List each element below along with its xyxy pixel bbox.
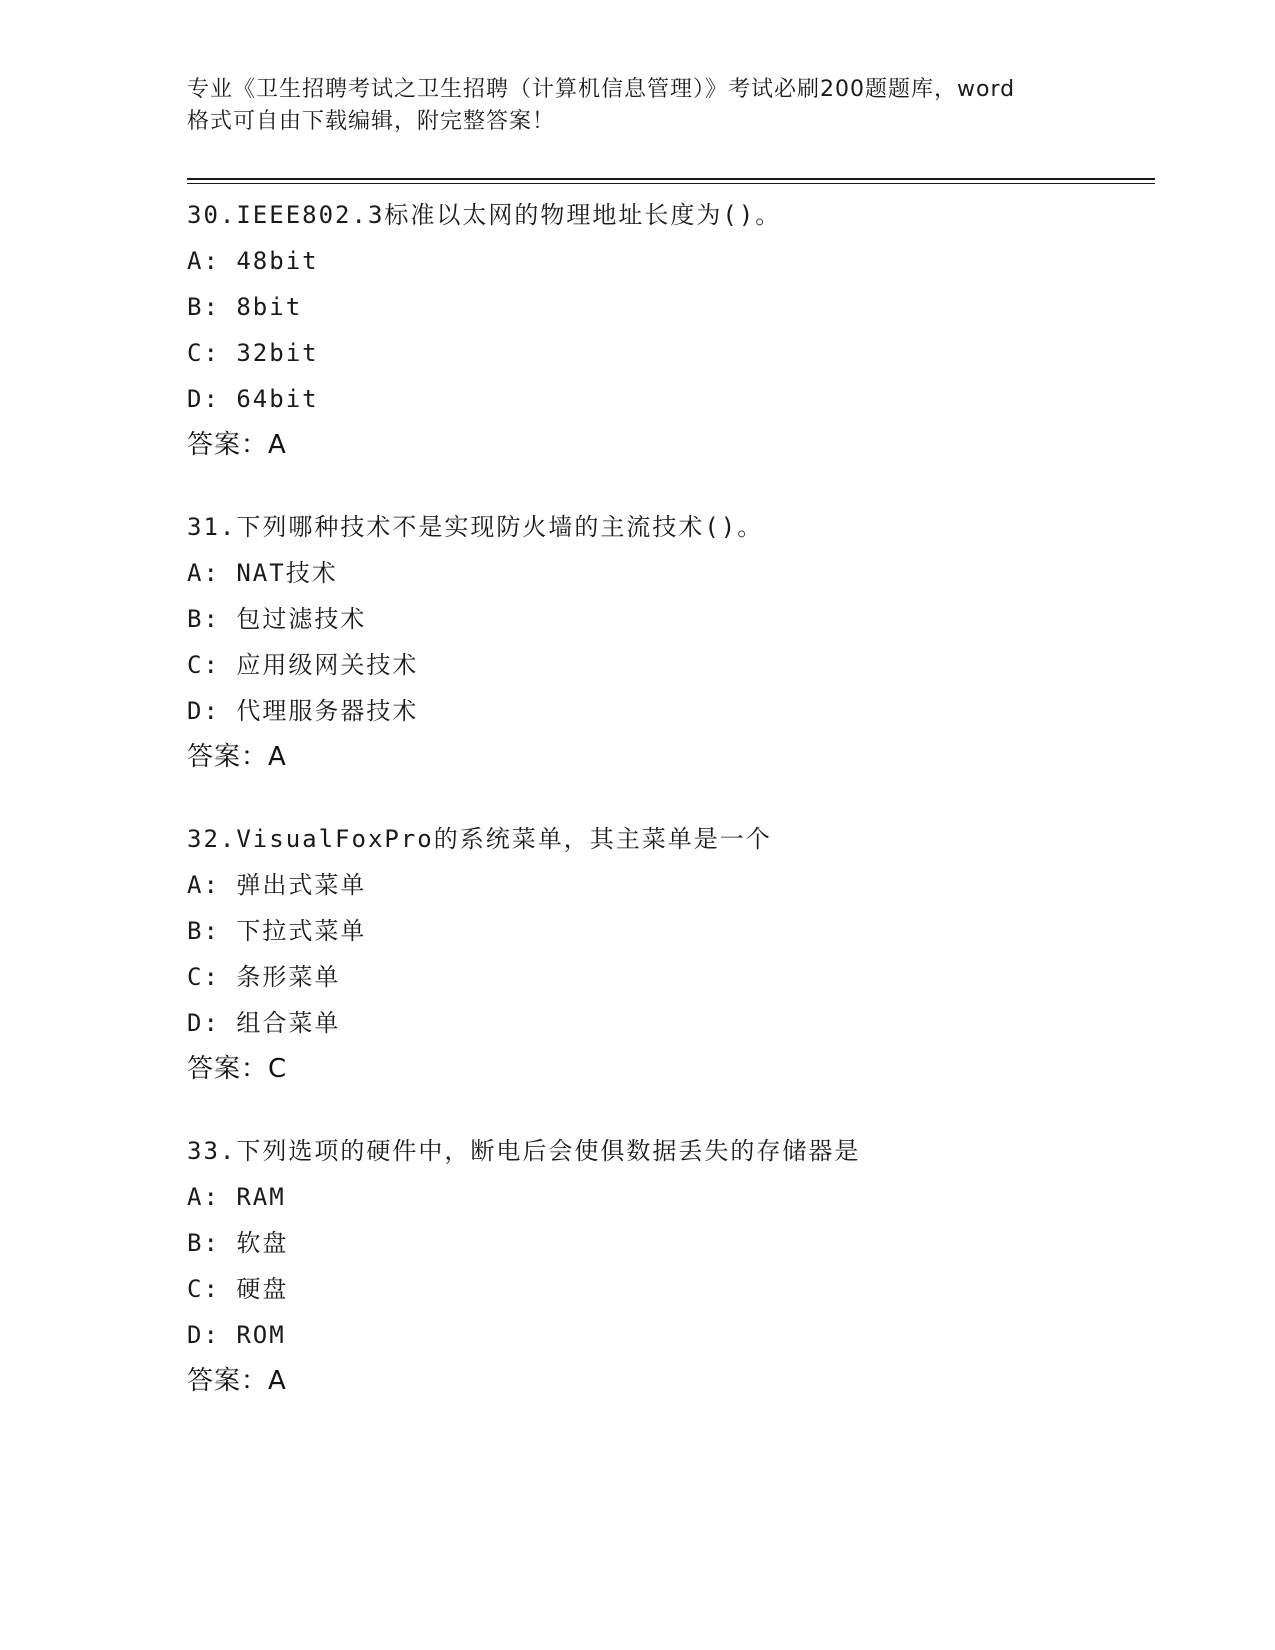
answer-line: 答案：A	[187, 1366, 287, 1396]
header-divider-bottom	[187, 183, 1155, 184]
answer-line: 答案：A	[187, 430, 287, 460]
option-a: A: NAT技术	[187, 559, 338, 587]
header-divider-top	[187, 178, 1155, 180]
option-a: A: 48bit	[187, 247, 319, 275]
option-d: D: 组合菜单	[187, 1009, 341, 1037]
question-stem: 33.下列选项的硬件中，断电后会使俱数据丢失的存储器是	[187, 1137, 861, 1165]
option-c: C: 条形菜单	[187, 963, 341, 991]
answer-line: 答案：C	[187, 1054, 288, 1084]
option-b: B: 下拉式菜单	[187, 917, 367, 945]
question-list	[187, 192, 1155, 1440]
question-stem: 30.IEEE802.3标准以太网的物理地址长度为()。	[187, 201, 782, 229]
question-31	[187, 504, 1155, 780]
option-c: C: 硬盘	[187, 1275, 289, 1303]
option-d: D: 代理服务器技术	[187, 697, 419, 725]
question-stem: 32.VisualFoxPro的系统菜单，其主菜单是一个	[187, 825, 772, 853]
option-d: D: ROM	[187, 1321, 286, 1349]
header-line-1: 专业《卫生招聘考试之卫生招聘（计算机信息管理）》考试必刷200题题库，word	[187, 77, 1016, 102]
option-b: B: 包过滤技术	[187, 605, 367, 633]
question-32	[187, 816, 1155, 1092]
question-33	[187, 1128, 1155, 1404]
document-header	[187, 74, 1087, 138]
question-30	[187, 192, 1155, 468]
question-stem: 31.下列哪种技术不是实现防火墙的主流技术()。	[187, 513, 764, 541]
option-a: A: RAM	[187, 1183, 286, 1211]
answer-line: 答案：A	[187, 742, 287, 772]
option-c: C: 32bit	[187, 339, 319, 367]
option-d: D: 64bit	[187, 385, 319, 413]
option-c: C: 应用级网关技术	[187, 651, 419, 679]
option-a: A: 弹出式菜单	[187, 871, 367, 899]
option-b: B: 软盘	[187, 1229, 289, 1257]
header-line-2: 格式可自由下载编辑，附完整答案！	[187, 109, 556, 134]
option-b: B: 8bit	[187, 293, 303, 321]
